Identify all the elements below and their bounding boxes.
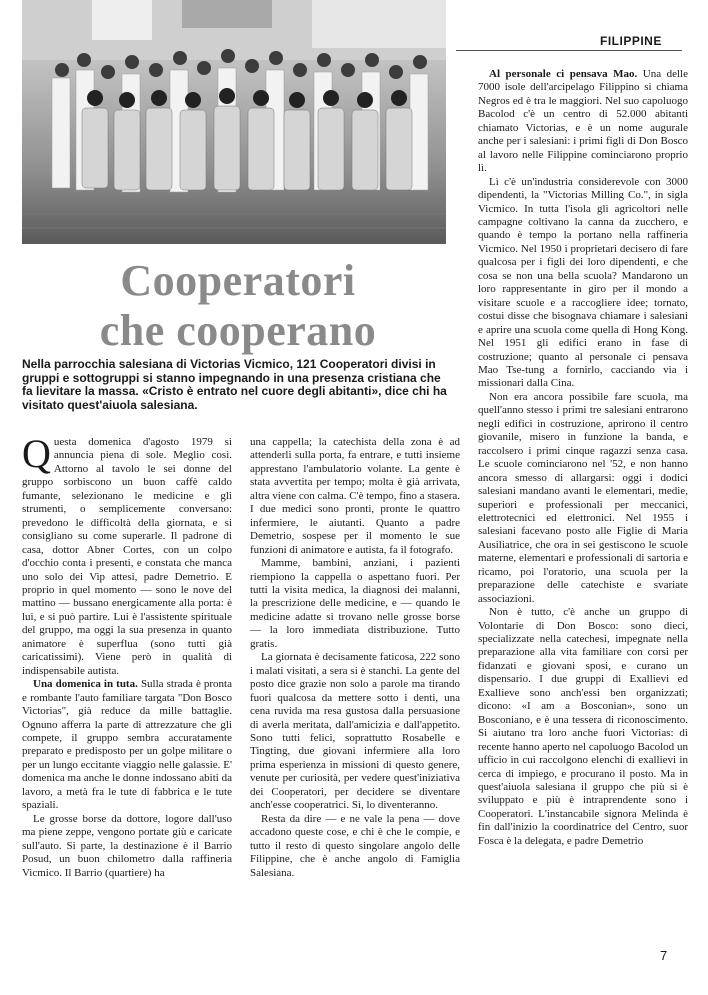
paragraph (22, 431, 232, 678)
column-1 (22, 431, 232, 880)
title-line-1: Cooperatori (120, 256, 356, 305)
paragraph (22, 678, 232, 813)
paragraph: Non era ancora possibile fare scuola, ma quell'anno stesso i primi tre salesiani entrarono negli edifici in costruzione, aprirono il centro giovanile, misero in funzione la banda, e raccolsero i primi cinque ragazzi senza casa. Le scuole cominciarono nel '52, e non hanno ancora smesso di allargarsi: oggi i dodici salesiani mandano avanti le elementari, medie, superiori e professionali per meccanici, elettrotecnici ed elettronici. Nel 1955 i salesiani facevano posto alle Figlie di Maria Ausiliatrice, che ora in sei gestiscono le scuole materne, elementari e professionali di sartoria e ricamo, poi l'oratorio, una scuola per la preparazione delle catechiste e svariate associazioni. (478, 390, 688, 605)
title-line-2: che cooperano (99, 306, 377, 355)
column-3 (478, 68, 688, 848)
drop-cap: Q (22, 431, 51, 476)
paragraph: una cappella; la catechista della zona è ad attenderli sulla porta, fa entrare, e tutti insieme apprestano l'ambulatorio volante. La gente è stata avvertita per tempo; molta è già arrivata, altra viene con calma. C'è tempo, fino a stasera. I due medici sono pronti, pronte le quattro infermiere, le aiutanti. Quanto a padre Demetrio, sospese per il momento le sue funzioni di animatore e autista, fa il fotografo. (250, 436, 460, 556)
subheading: Al personale ci pensava Mao. (489, 68, 638, 80)
group-photo (22, 0, 446, 244)
paragraph: Mamme, bambini, anziani, i pazienti riempiono la cappella o aspettano fuori. Per tutti la visita medica, la diagnosi dei malanni, la prescrizione delle medicine, e — quando le medicine adatte si trovano nelle grosse borse — la loro immediata distribuzione. Tutto gratis. (250, 557, 460, 650)
section-label: FILIPPINE (600, 34, 662, 48)
paragraph: Non è tutto, c'è anche un gruppo di Volontarie di Don Bosco: sono dieci, specializzate nella catechesi, impegnate nella preparazione alla vita familiare con corsi per fidanzati e giovani sposi, e curano un dispensario. I due gruppi di Exallievi ed Exallieve sono anch'essi ben organizzati; dicono: «I am a Bosconian», sono un Bosconiano, e è una tessera di riconoscimento. Si aiutano tra loro anche fuori Victorias: di recente hanno aperto nel capoluogo Bacolod un ufficio in cui raccolgono elenchi di exallievi in cerca di impiego, e procurano il posto. Ma in quest'aiuola salesiana il gruppo che più si è sviluppato e più è intraprendente sono i Cooperatori. L'instancabile signora Melinda è fin dall'inizio la coordinatrice del Centro, suor Fosca è la delegata, e padre Demetrio (478, 606, 688, 847)
section-rule (456, 50, 682, 51)
paragraph: Lì c'è un'industria considerevole con 3000 dipendenti, la "Victorias Milling Co.", in sigla Vicmico. In tutta l'isola gli agricoltori nelle campagne coltivano la canna da zucchero, e quando è tempo la portano nella raffineria Vicmico. Nel 1950 i proprietari decisero di fare qualcosa per i figli dei loro dipendenti, e che cosa se non una bella scuola? Mandarono un loro rappresentante in giro per il mondo a visitare scuole e a raccogliere idee; tornato, costui disse che bisognava chiamare i salesiani e aprire una scuola come quella di Hong Kong. Nel 1951 gli edifici erano in fase di costruzione; quanto al personale ci pensava Mao Tse-tung a fornirlo, cacciando via i missionari dalla Cina. (478, 175, 688, 390)
paragraph-text: Una delle 7000 isole dell'arcipelago Filippino si chiama Negros ed è tra le maggiori. Nel suo capoluogo Bacolod c'è un centro di 52.000 abitanti chiamato Victorias, e è un nome augurale anche per i salesiani: i primi figli di Don Bosco al lavoro nelle Filippine cominciarono proprio lì. (478, 68, 688, 175)
group-photo-illustration (22, 0, 446, 244)
column-2 (250, 436, 460, 880)
article-title (22, 256, 454, 356)
paragraph (478, 68, 688, 176)
paragraph-text: Sulla strada è pronta e rombante l'auto familiare targata "Don Bosco Victorias", già reduce da mille battaglie. Ognuno afferra la parte di attrezzature che gli compete, il gruppo sembra accuratamente preparato e predisposto per un golpe militare o per un lungo eccitante viaggio nelle galassie. E' domenica ma anche le donne indossano abiti da lavoro, a metà fra le tute di fabbrica e le tute spaziali. (22, 678, 232, 812)
paragraph: Resta da dire — e ne vale la pena — dove accadono queste cose, e chi è che le compie, e tutto il resto di questo singolare angolo delle Filippine, che è anche angolo di Famiglia Salesiana. (250, 812, 460, 879)
paragraph: Le grosse borse da dottore, logore dall'uso ma piene zeppe, vengono portate giù e caricate sull'auto. Si parte, la destinazione è il Barrio Posud, un buon chilometro dalla raffineria Vicmico. Il Barrio (quartiere) ha (22, 812, 232, 879)
subheading: Una domenica in tuta. (33, 678, 138, 691)
page-number: 7 (660, 948, 668, 963)
paragraph-text: uesta domenica d'agosto 1979 si annuncia piena di sole. Meglio così. Attorno al tavolo le sei donne del gruppo sorbiscono un buon caffè caldo fumante, selezionano le medicine e gli strumenti, o semplicemente conversano: prevedono le difficoltà della giornata, e si consigliano su come superarle. Il padrone di casa, dottor Abner Cortes, con un colpo d'occhio conta i presenti, e constata che manca uno solo dei Vip attesi, padre Demetrio. E proprio in quel momento — sono le nove del mattino — bussano energicamente alla porta: è lui, e si può partire. Lui è l'assistente spirituale del gruppo, ma oggi la sua presenza in quanto animatore è superflua (sono tutti già caricatissimi). Viene però in qualità di indispensabile autista. (22, 436, 232, 677)
lead-paragraph: Nella parrocchia salesiana di Victorias Vicmico, 121 Cooperatori divisi in gruppi e sottogruppi si stanno impegnando in una presenza cristiana che fa lievitare la massa. «Cristo è entrato nel cuore degli abitanti», dice chi ha visitato quest'aiuola salesiana. (22, 357, 447, 412)
paragraph: La giornata è decisamente faticosa, 222 sono i malati visitati, a sera si è stanchi. La gente del posto dice grazie non solo a parole ma tirando fuori qualcosa da mettere sotto i denti, una cena ruvida ma resa gustosa dalla persuasione di averla meritata, dall'amicizia e dall'appetito. Sono tutti felici, soprattutto Rosabelle e Tingting, due giovani infermiere alla loro prima esperienza in missioni di questo genere, venute per curiosità, per vedere quest'iniziativa dei Cooperatori, per decidere se diventare anch'esse cooperatrici. Sì, lo diventeranno. (250, 651, 460, 812)
